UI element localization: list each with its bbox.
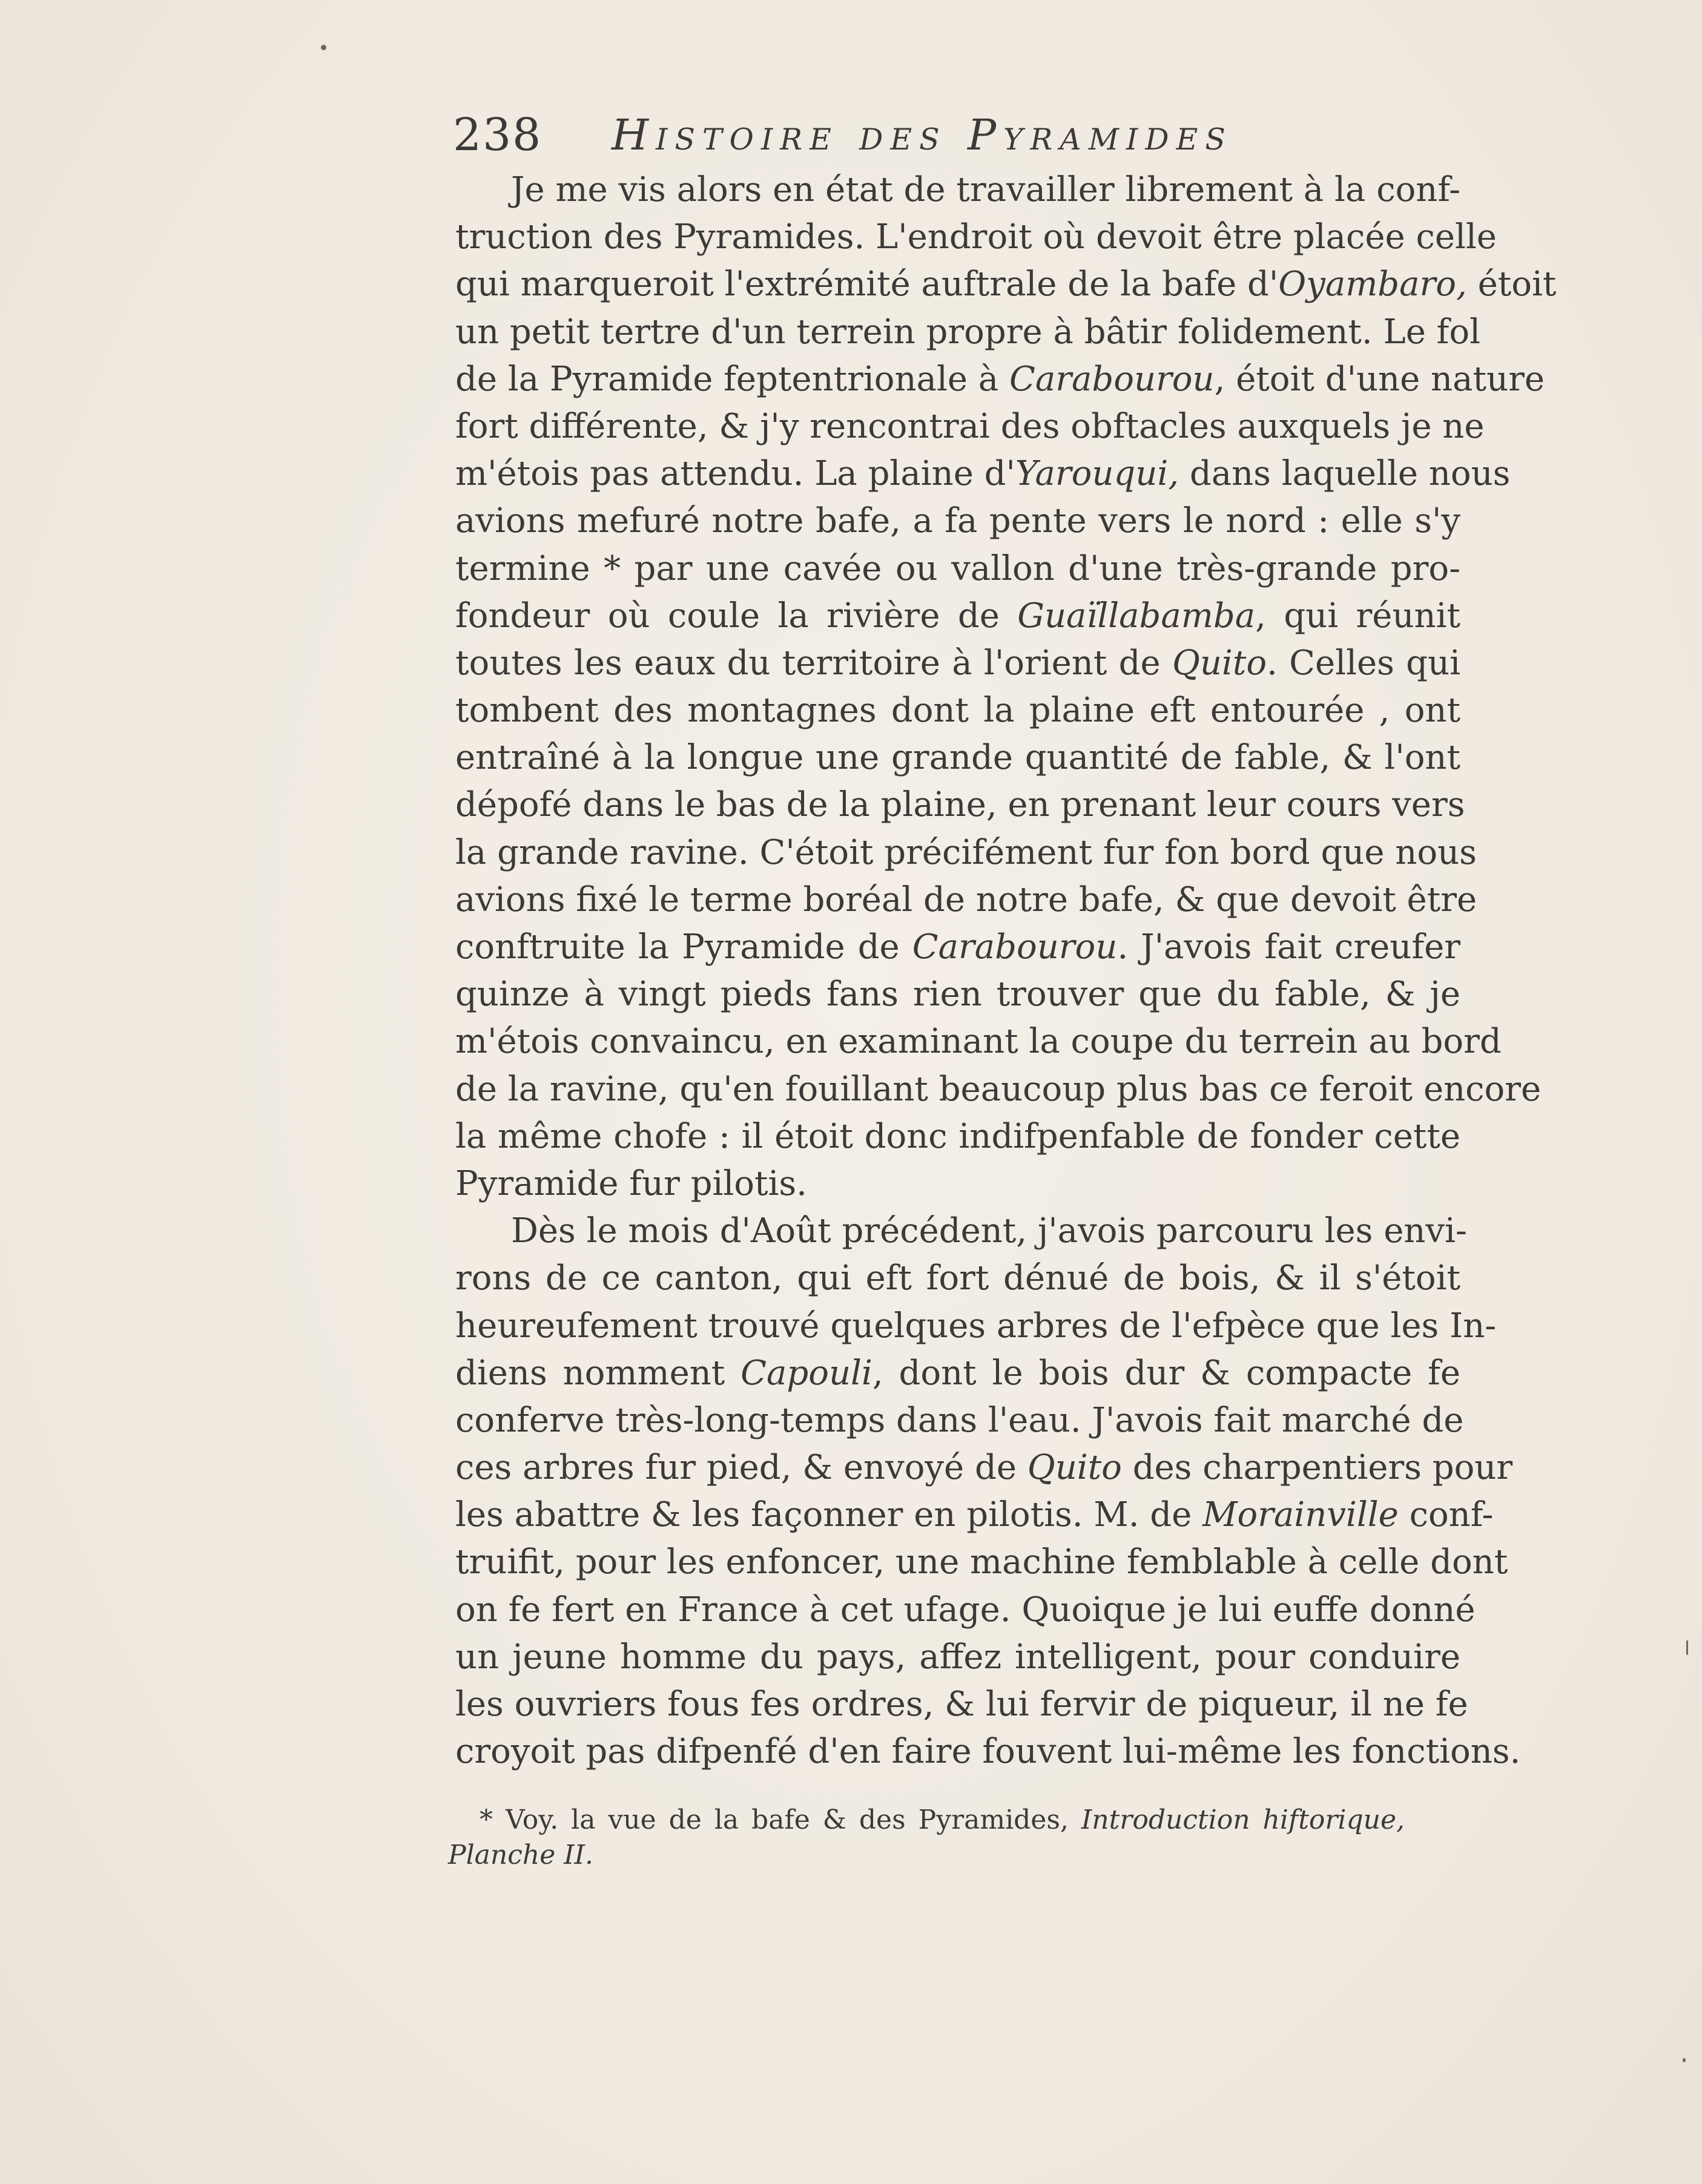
text-run: quinze à vingt pieds fans rien trouver que du fable, & je [455, 975, 1460, 1015]
text-line [455, 1681, 1468, 1728]
text-run: , dont le bois dur & compacte fe [872, 1353, 1460, 1393]
body-text [455, 166, 1557, 1775]
text-run: * Voy. la vue de la bafe & des Pyramides, [480, 1804, 1081, 1835]
text-line [455, 1018, 1502, 1065]
italic-text: Guaïllabamba [1017, 596, 1256, 636]
text-run: on fe fert en France à cet ufage. Quoique je lui euffe donné [455, 1590, 1476, 1630]
text-line [455, 971, 1460, 1018]
text-run: rons de ce canton, qui eft fort dénué de bois, & il s'étoit [455, 1258, 1460, 1298]
text-line [455, 1444, 1513, 1492]
text-run: la grande ravine. C'étoit précifément fur fon bord que nous [455, 832, 1477, 872]
text-line [455, 734, 1460, 781]
text-line [455, 781, 1465, 829]
text-run: diens nomment [455, 1353, 741, 1393]
text-line [455, 356, 1545, 403]
text-run: heureufement trouvé quelques arbres de l'efpèce que les In- [455, 1306, 1497, 1346]
text-line [455, 924, 1460, 971]
text-run: truction des Pyramides. L'endroit où devoit être placée celle [455, 217, 1497, 257]
text-line [455, 166, 1460, 214]
text-run: Dès le mois d'Août précédent, j'avois parcouru les envi- [511, 1211, 1467, 1251]
text-run: avions fixé le terme boréal de notre bafe, & que devoit être [455, 880, 1477, 919]
text-run: des charpentiers pour [1121, 1448, 1513, 1488]
text-run: , étoit d'une nature [1214, 359, 1545, 399]
text-line [455, 1208, 1467, 1255]
text-run: . Celles qui [1267, 643, 1460, 683]
text-line [455, 1160, 1460, 1208]
text-run: un jeune homme du pays, affez intelligent, pour conduire [455, 1637, 1460, 1677]
text-run: . J'avois fait creufer [1117, 927, 1460, 967]
italic-text: Capouli [741, 1353, 872, 1393]
text-line [455, 1634, 1460, 1681]
text-line [455, 1397, 1464, 1444]
text-run: tombent des montagnes dont la plaine eft entourée , ont [455, 691, 1460, 731]
text-run: dans laquelle nous [1179, 454, 1511, 494]
text-line [455, 1350, 1460, 1397]
ink-speck [321, 45, 326, 50]
italic-text: Quito [1027, 1448, 1122, 1488]
text-run: Je me vis alors en état de travailler librement à la conf- [511, 170, 1460, 209]
italic-text: Quito [1172, 643, 1267, 683]
text-line [455, 1492, 1494, 1539]
running-head-title: Histoire des Pyramides [612, 110, 1233, 160]
text-line [455, 1539, 1508, 1586]
italic-text: Morainville [1202, 1495, 1399, 1535]
text-line [455, 403, 1485, 450]
text-line [455, 640, 1460, 687]
text-run: croyoit pas difpenfé d'en faire fouvent lui-même les fonctions. [455, 1732, 1521, 1772]
text-run: les abattre & les façonner en pilotis. M. de [455, 1495, 1203, 1535]
italic-text: Oyambaro, [1278, 265, 1467, 304]
text-line [455, 1587, 1476, 1634]
ink-speck [1683, 2058, 1686, 2062]
text-line [455, 593, 1460, 640]
text-run: m'étois convaincu, en examinant la coupe du terrein au bord [455, 1022, 1502, 1062]
footnote-line [448, 1803, 1405, 1838]
text-line [455, 829, 1477, 877]
italic-text: Yarouqui, [1015, 454, 1179, 494]
text-run: un petit tertre d'un terrein propre à bâtir folidement. Le fol [455, 312, 1480, 352]
text-line [455, 261, 1557, 308]
text-line [455, 1066, 1542, 1113]
text-line [455, 214, 1497, 261]
text-run: , qui réunit [1255, 596, 1460, 636]
text-run: étoit [1466, 265, 1557, 304]
italic-text: Carabourou [912, 927, 1118, 967]
text-run: de la ravine, qu'en fouillant beaucoup plus bas ce feroit encore [455, 1069, 1542, 1109]
text-run: dépofé dans le bas de la plaine, en prenant leur cours vers [455, 785, 1465, 825]
running-head [453, 102, 1301, 168]
footnote-line [448, 1838, 1405, 1873]
text-run: Pyramide fur pilotis. [455, 1163, 807, 1203]
page-number: 238 [453, 109, 543, 161]
text-run: conf- [1398, 1495, 1494, 1535]
ink-speck [1686, 1640, 1688, 1655]
text-run: fondeur où coule la rivière de [455, 596, 1018, 636]
text-line [455, 1303, 1497, 1350]
text-line [455, 309, 1480, 356]
text-run: la même chofe : il étoit donc indifpenfable de fonder cette [455, 1116, 1460, 1156]
text-line [455, 1113, 1460, 1160]
text-line [455, 877, 1477, 924]
text-line [455, 450, 1511, 498]
text-run: avions mefuré notre bafe, a fa pente vers le nord : elle s'y [455, 501, 1460, 541]
text-run: termine * par une cavée ou vallon d'une très-grande pro- [455, 548, 1460, 588]
text-run: fort différente, & j'y rencontrai des obftacles auxquels je ne [455, 406, 1485, 446]
text-line [455, 1255, 1460, 1302]
text-run: ces arbres fur pied, & envoyé de [455, 1448, 1027, 1488]
text-line [455, 545, 1460, 593]
text-run: entraîné à la longue une grande quantité de fable, & l'ont [455, 738, 1460, 778]
text-run: m'étois pas attendu. La plaine d' [455, 454, 1015, 494]
italic-text: Carabourou [1009, 359, 1215, 399]
text-run: conftruite la Pyramide de [455, 927, 912, 967]
text-run: les ouvriers fous fes ordres, & lui fervir de piqueur, il ne fe [455, 1685, 1468, 1724]
italic-text: Planche II. [448, 1840, 594, 1870]
italic-text: Introduction hiftorique, [1081, 1804, 1405, 1835]
text-run: toutes les eaux du territoire à l'orient de [455, 643, 1172, 683]
footnote [448, 1803, 1405, 1873]
text-run: qui marqueroit l'extrémité auftrale de la bafe d' [455, 265, 1279, 304]
text-line [455, 687, 1460, 734]
text-run: de la Pyramide feptentrionale à [455, 359, 1009, 399]
text-run: truifit, pour les enfoncer, une machine femblable à celle dont [455, 1542, 1508, 1582]
text-run: conferve très-long-temps dans l'eau. J'avois fait marché de [455, 1400, 1464, 1440]
text-line [455, 1728, 1521, 1775]
text-line [455, 498, 1460, 545]
